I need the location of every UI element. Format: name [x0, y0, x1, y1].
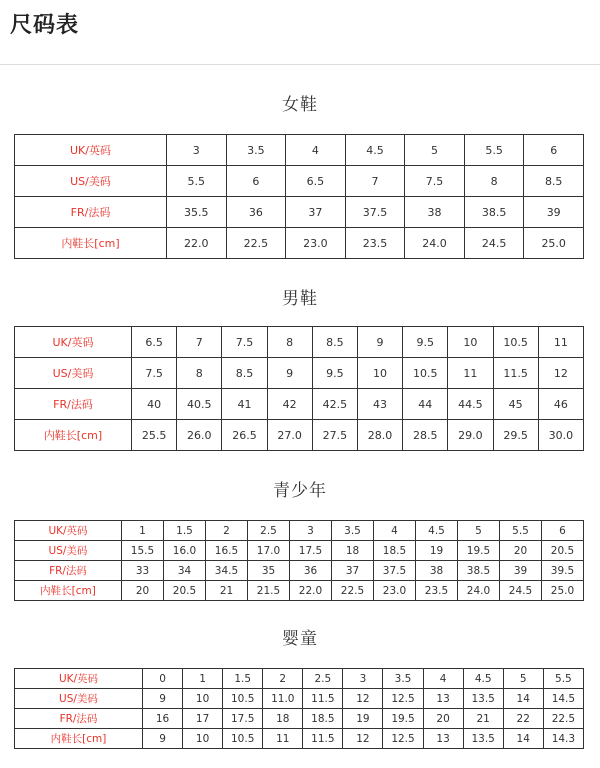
- size-cell: 1: [183, 669, 223, 689]
- size-cell: 37.5: [374, 561, 416, 581]
- size-cell: 28.5: [403, 420, 448, 451]
- table-row: [15, 197, 584, 228]
- table-row: [15, 135, 584, 166]
- size-cell: 16.5: [206, 541, 248, 561]
- size-cell: 3: [167, 135, 227, 166]
- size-cell: 29.5: [493, 420, 538, 451]
- size-cell: 45: [493, 389, 538, 420]
- size-cell: 18.5: [374, 541, 416, 561]
- size-cell: 1.5: [164, 521, 206, 541]
- size-cell: 14: [503, 689, 543, 709]
- table-row: [15, 689, 584, 709]
- row-label: UK/英码: [15, 327, 132, 358]
- size-cell: 0: [143, 669, 183, 689]
- size-cell: 22: [503, 709, 543, 729]
- table-row: [15, 669, 584, 689]
- size-cell: 38: [405, 197, 465, 228]
- size-cell: 10.5: [223, 689, 263, 709]
- size-cell: 7.5: [222, 327, 267, 358]
- size-cell: 40.5: [177, 389, 222, 420]
- size-cell: 25.0: [524, 228, 584, 259]
- size-cell: 42.5: [312, 389, 357, 420]
- size-cell: 14.5: [543, 689, 583, 709]
- size-cell: 37.5: [345, 197, 405, 228]
- size-cell: 29.0: [448, 420, 493, 451]
- size-cell: 10.5: [403, 358, 448, 389]
- size-cell: 3.5: [332, 521, 374, 541]
- size-cell: 13.5: [463, 729, 503, 749]
- size-cell: 5: [405, 135, 465, 166]
- size-cell: 4.5: [345, 135, 405, 166]
- size-cell: 20: [423, 709, 463, 729]
- size-cell: 27.0: [267, 420, 312, 451]
- size-cell: 8.5: [312, 327, 357, 358]
- size-cell: 5.5: [543, 669, 583, 689]
- size-cell: 2: [263, 669, 303, 689]
- table-row: [15, 521, 584, 541]
- size-cell: 10: [183, 729, 223, 749]
- size-cell: 13: [423, 729, 463, 749]
- row-label: 内鞋长[cm]: [15, 581, 122, 601]
- size-cell: 7: [345, 166, 405, 197]
- size-cell: 26.0: [177, 420, 222, 451]
- size-cell: 3.5: [383, 669, 423, 689]
- title-divider: [0, 64, 600, 65]
- size-cell: 3: [290, 521, 332, 541]
- size-cell: 10.5: [493, 327, 538, 358]
- row-label: 内鞋长[cm]: [15, 729, 143, 749]
- size-cell: 2.5: [303, 669, 343, 689]
- size-cell: 9.5: [403, 327, 448, 358]
- size-cell: 11.5: [303, 729, 343, 749]
- size-cell: 20: [500, 541, 542, 561]
- size-cell: 22.5: [332, 581, 374, 601]
- size-cell: 5: [503, 669, 543, 689]
- size-cell: 12: [343, 689, 383, 709]
- size-cell: 18: [332, 541, 374, 561]
- size-cell: 20.5: [164, 581, 206, 601]
- size-cell: 10: [183, 689, 223, 709]
- size-cell: 36: [290, 561, 332, 581]
- size-cell: 3: [343, 669, 383, 689]
- size-cell: 6: [226, 166, 286, 197]
- size-cell: 12.5: [383, 729, 423, 749]
- size-cell: 12.5: [383, 689, 423, 709]
- size-cell: 23.0: [286, 228, 346, 259]
- size-cell: 20.5: [542, 541, 584, 561]
- size-cell: 27.5: [312, 420, 357, 451]
- page-title: 尺码表: [10, 13, 80, 38]
- size-cell: 38: [416, 561, 458, 581]
- size-cell: 2: [206, 521, 248, 541]
- size-cell: 5.5: [500, 521, 542, 541]
- row-label: FR/法码: [15, 197, 167, 228]
- size-cell: 14.3: [543, 729, 583, 749]
- size-cell: 12: [343, 729, 383, 749]
- row-label: US/美码: [15, 541, 122, 561]
- size-cell: 17.5: [290, 541, 332, 561]
- section-title-men: 男鞋: [282, 289, 318, 309]
- size-cell: 25.5: [132, 420, 177, 451]
- size-cell: 9.5: [312, 358, 357, 389]
- size-cell: 38.5: [458, 561, 500, 581]
- size-cell: 23.0: [374, 581, 416, 601]
- table-row: [15, 709, 584, 729]
- size-cell: 1.5: [223, 669, 263, 689]
- size-cell: 5: [458, 521, 500, 541]
- size-cell: 9: [267, 358, 312, 389]
- size-cell: 11: [263, 729, 303, 749]
- women-size-table: [14, 134, 584, 259]
- size-cell: 17.0: [248, 541, 290, 561]
- row-label: FR/法码: [15, 561, 122, 581]
- table-row: [15, 541, 584, 561]
- size-cell: 34: [164, 561, 206, 581]
- size-cell: 41: [222, 389, 267, 420]
- size-cell: 17.5: [223, 709, 263, 729]
- size-cell: 13: [423, 689, 463, 709]
- size-cell: 35: [248, 561, 290, 581]
- size-cell: 37: [286, 197, 346, 228]
- row-label: 内鞋长[cm]: [15, 420, 132, 451]
- table-row: [15, 327, 584, 358]
- size-cell: 9: [357, 327, 402, 358]
- row-label: 内鞋长[cm]: [15, 228, 167, 259]
- size-cell: 7.5: [132, 358, 177, 389]
- size-cell: 22.5: [226, 228, 286, 259]
- size-cell: 28.0: [357, 420, 402, 451]
- size-cell: 21: [206, 581, 248, 601]
- size-cell: 34.5: [206, 561, 248, 581]
- infant-size-table: [14, 668, 584, 749]
- size-cell: 24.0: [405, 228, 465, 259]
- size-cell: 24.0: [458, 581, 500, 601]
- size-cell: 9: [143, 689, 183, 709]
- size-cell: 19: [416, 541, 458, 561]
- row-label: FR/法码: [15, 389, 132, 420]
- size-cell: 23.5: [416, 581, 458, 601]
- size-cell: 13.5: [463, 689, 503, 709]
- row-label: UK/英码: [15, 135, 167, 166]
- size-cell: 39: [524, 197, 584, 228]
- size-cell: 11.5: [303, 689, 343, 709]
- size-cell: 22.0: [167, 228, 227, 259]
- size-cell: 19.5: [458, 541, 500, 561]
- table-row: [15, 561, 584, 581]
- size-cell: 21: [463, 709, 503, 729]
- size-cell: 21.5: [248, 581, 290, 601]
- size-cell: 8.5: [524, 166, 584, 197]
- size-cell: 18: [263, 709, 303, 729]
- size-cell: 44.5: [448, 389, 493, 420]
- size-cell: 17: [183, 709, 223, 729]
- size-cell: 18.5: [303, 709, 343, 729]
- size-cell: 11.0: [263, 689, 303, 709]
- section-title-youth: 青少年: [273, 481, 327, 501]
- size-cell: 8.5: [222, 358, 267, 389]
- row-label: US/美码: [15, 358, 132, 389]
- table-row: [15, 581, 584, 601]
- size-cell: 38.5: [464, 197, 524, 228]
- size-cell: 8: [267, 327, 312, 358]
- table-row: [15, 358, 584, 389]
- size-cell: 4: [423, 669, 463, 689]
- size-cell: 22.5: [543, 709, 583, 729]
- size-cell: 10: [448, 327, 493, 358]
- size-cell: 6.5: [132, 327, 177, 358]
- size-cell: 33: [122, 561, 164, 581]
- size-cell: 37: [332, 561, 374, 581]
- table-row: [15, 228, 584, 259]
- size-cell: 4.5: [463, 669, 503, 689]
- size-cell: 39: [500, 561, 542, 581]
- size-cell: 24.5: [500, 581, 542, 601]
- table-row: [15, 166, 584, 197]
- size-cell: 7: [177, 327, 222, 358]
- size-cell: 46: [538, 389, 583, 420]
- size-cell: 5.5: [167, 166, 227, 197]
- size-cell: 3.5: [226, 135, 286, 166]
- size-cell: 6.5: [286, 166, 346, 197]
- size-cell: 19: [343, 709, 383, 729]
- size-cell: 5.5: [464, 135, 524, 166]
- size-cell: 24.5: [464, 228, 524, 259]
- row-label: FR/法码: [15, 709, 143, 729]
- size-cell: 42: [267, 389, 312, 420]
- table-row: [15, 729, 584, 749]
- size-cell: 44: [403, 389, 448, 420]
- size-cell: 20: [122, 581, 164, 601]
- section-title-infant: 婴童: [282, 629, 318, 649]
- size-cell: 16: [143, 709, 183, 729]
- size-cell: 9: [143, 729, 183, 749]
- size-cell: 4: [286, 135, 346, 166]
- size-cell: 35.5: [167, 197, 227, 228]
- size-cell: 2.5: [248, 521, 290, 541]
- size-cell: 6: [542, 521, 584, 541]
- size-cell: 26.5: [222, 420, 267, 451]
- size-cell: 8: [464, 166, 524, 197]
- size-cell: 40: [132, 389, 177, 420]
- size-cell: 39.5: [542, 561, 584, 581]
- size-cell: 1: [122, 521, 164, 541]
- size-cell: 25.0: [542, 581, 584, 601]
- row-label: US/美码: [15, 689, 143, 709]
- size-cell: 16.0: [164, 541, 206, 561]
- size-cell: 22.0: [290, 581, 332, 601]
- size-cell: 6: [524, 135, 584, 166]
- section-title-women: 女鞋: [282, 95, 318, 115]
- row-label: US/美码: [15, 166, 167, 197]
- size-cell: 10.5: [223, 729, 263, 749]
- size-cell: 10: [357, 358, 402, 389]
- size-cell: 43: [357, 389, 402, 420]
- youth-size-table: [14, 520, 584, 601]
- row-label: UK/英码: [15, 669, 143, 689]
- size-cell: 15.5: [122, 541, 164, 561]
- size-cell: 4: [374, 521, 416, 541]
- size-cell: 30.0: [538, 420, 583, 451]
- size-cell: 11.5: [493, 358, 538, 389]
- men-size-table: [14, 326, 584, 451]
- size-cell: 11: [448, 358, 493, 389]
- table-row: [15, 389, 584, 420]
- size-cell: 19.5: [383, 709, 423, 729]
- row-label: UK/英码: [15, 521, 122, 541]
- table-row: [15, 420, 584, 451]
- size-cell: 14: [503, 729, 543, 749]
- size-cell: 36: [226, 197, 286, 228]
- size-cell: 7.5: [405, 166, 465, 197]
- size-cell: 23.5: [345, 228, 405, 259]
- size-cell: 11: [538, 327, 583, 358]
- size-cell: 8: [177, 358, 222, 389]
- size-cell: 12: [538, 358, 583, 389]
- size-cell: 4.5: [416, 521, 458, 541]
